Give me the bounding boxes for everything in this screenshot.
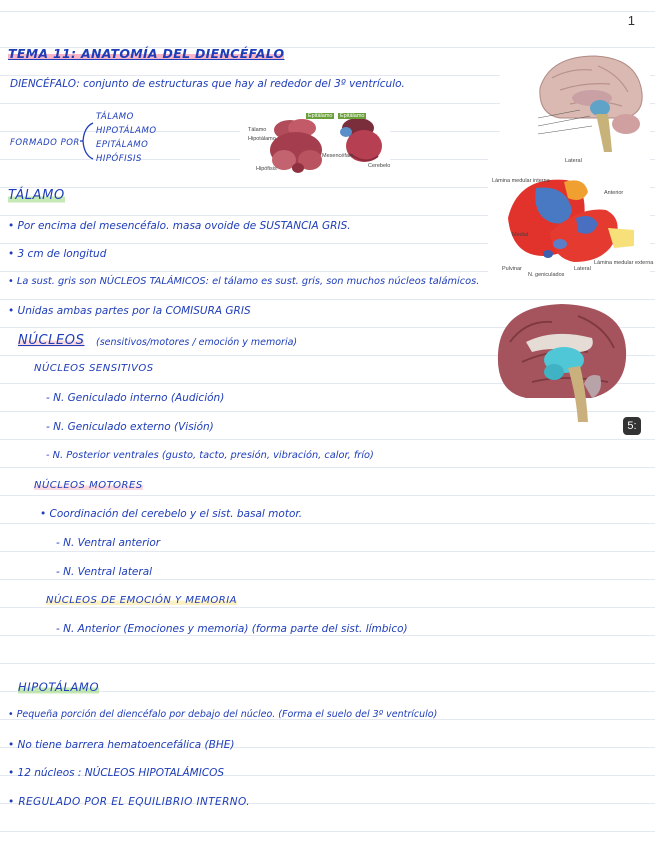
brain-sagittal-figure bbox=[500, 48, 650, 156]
formado-por-label: FORMADO POR bbox=[10, 138, 80, 148]
page-title: TEMA 11: ANATOMÍA DEL DIENCÉFALO bbox=[8, 46, 285, 61]
side-tag: 5: bbox=[623, 417, 641, 435]
nucleos-motores-heading: NÚCLEOS MOTORES bbox=[34, 480, 143, 491]
nucleo-sensitivo-2: - N. Geniculado externo (Visión) bbox=[46, 421, 214, 433]
fig3-label-anterior: Anterior bbox=[604, 190, 624, 196]
talamo-line-4: • Unidas ambas partes por la COMISURA GRIS bbox=[8, 305, 251, 317]
fig3-label-lamina-interna: Lámina medular interna bbox=[492, 178, 550, 184]
page-number: 1 bbox=[627, 13, 635, 28]
fig3-label-geniculados: N. geniculados bbox=[528, 272, 565, 278]
fig3-label-medial: Medial bbox=[512, 232, 529, 238]
hipotalamo-line-1: • Pequeña porción del diencéfalo por debajo del núcleo. (Forma el suelo del 3º ventrículo) bbox=[8, 709, 438, 720]
hipotalamo-line-3: • 12 núcleos : NÚCLEOS HIPOTALÁMICOS bbox=[8, 767, 225, 779]
nucleos-emocion-heading: NÚCLEOS DE EMOCIÓN Y MEMORIA bbox=[46, 595, 238, 606]
fig1-label-hipotalamo: Hipotálamo bbox=[248, 136, 276, 142]
formado-item-hipofisis: HIPÓFISIS bbox=[96, 154, 142, 164]
nucleos-subtitle: (sensitivos/motores / emoción y memoria) bbox=[96, 337, 298, 348]
hipotalamo-line-2: • No tiene barrera hematoencefálica (BHE) bbox=[8, 739, 235, 751]
talamo-line-3: • La sust. gris son NÚCLEOS TALÁMICOS: el tálamo es sust. gris, son muchos núcleos talámicos. bbox=[8, 276, 480, 287]
nucleo-sensitivo-3: - N. Posterior ventrales (gusto, tacto, presión, vibración, calor, frío) bbox=[46, 450, 374, 461]
fig3-label-lamina-externa: Lámina medular externa bbox=[594, 260, 654, 266]
fig1-label-epitalamo-b: Epitálamo bbox=[340, 113, 365, 119]
fig3-label-lateral-bottom: Lateral bbox=[574, 266, 591, 272]
fig1-label-hipofisis: Hipófisis bbox=[256, 166, 277, 172]
fig1-label-talamo: Tálamo bbox=[248, 127, 267, 133]
talamo-line-2: • 3 cm de longitud bbox=[8, 248, 107, 260]
nucleo-motor-1: - N. Ventral anterior bbox=[56, 537, 161, 549]
hipotalamo-heading: HIPOTÁLAMO bbox=[18, 680, 100, 694]
brain-talamo-figure bbox=[492, 302, 632, 426]
fig3-label-lateral-top: Lateral bbox=[565, 158, 582, 164]
formado-item-talamo: TÁLAMO bbox=[96, 112, 134, 122]
bracket-icon bbox=[80, 121, 94, 161]
nucleos-sensitivos-heading: NÚCLEOS SENSITIVOS bbox=[34, 363, 154, 374]
nucleos-heading: NÚCLEOS bbox=[18, 333, 85, 348]
fig1-label-epitalamo-a: Epitálamo bbox=[308, 113, 333, 119]
nucleo-motor-2: - N. Ventral lateral bbox=[56, 566, 153, 578]
nucleos-motores-intro: • Coordinación del cerebelo y el sist. basal motor. bbox=[40, 508, 303, 520]
fig3-label-pulvinar: Pulvinar bbox=[502, 266, 522, 272]
nucleo-sensitivo-1: - N. Geniculado interno (Audición) bbox=[46, 392, 225, 404]
talamo-heading: TÁLAMO bbox=[8, 188, 65, 203]
hipotalamo-line-4: • REGULADO POR EL EQUILIBRIO INTERNO. bbox=[8, 796, 251, 808]
fig1-label-cerebelo: Cerebelo bbox=[368, 163, 391, 169]
nucleo-emocion-1: - N. Anterior (Emociones y memoria) (forma parte del sist. límbico) bbox=[56, 623, 408, 635]
formado-item-hipotalamo: HIPOTÁLAMO bbox=[96, 126, 157, 136]
formado-item-epitalamo: EPITÁLAMO bbox=[96, 140, 149, 150]
diencefalo-definition: DIENCÉFALO: conjunto de estructuras que hay al rededor del 3º ventrículo. bbox=[10, 78, 405, 90]
fig1-label-mesencefalo: Mesencéfalo bbox=[322, 153, 354, 159]
talamo-line-1: • Por encima del mesencéfalo. masa ovoide de SUSTANCIA GRIS. bbox=[8, 220, 351, 232]
